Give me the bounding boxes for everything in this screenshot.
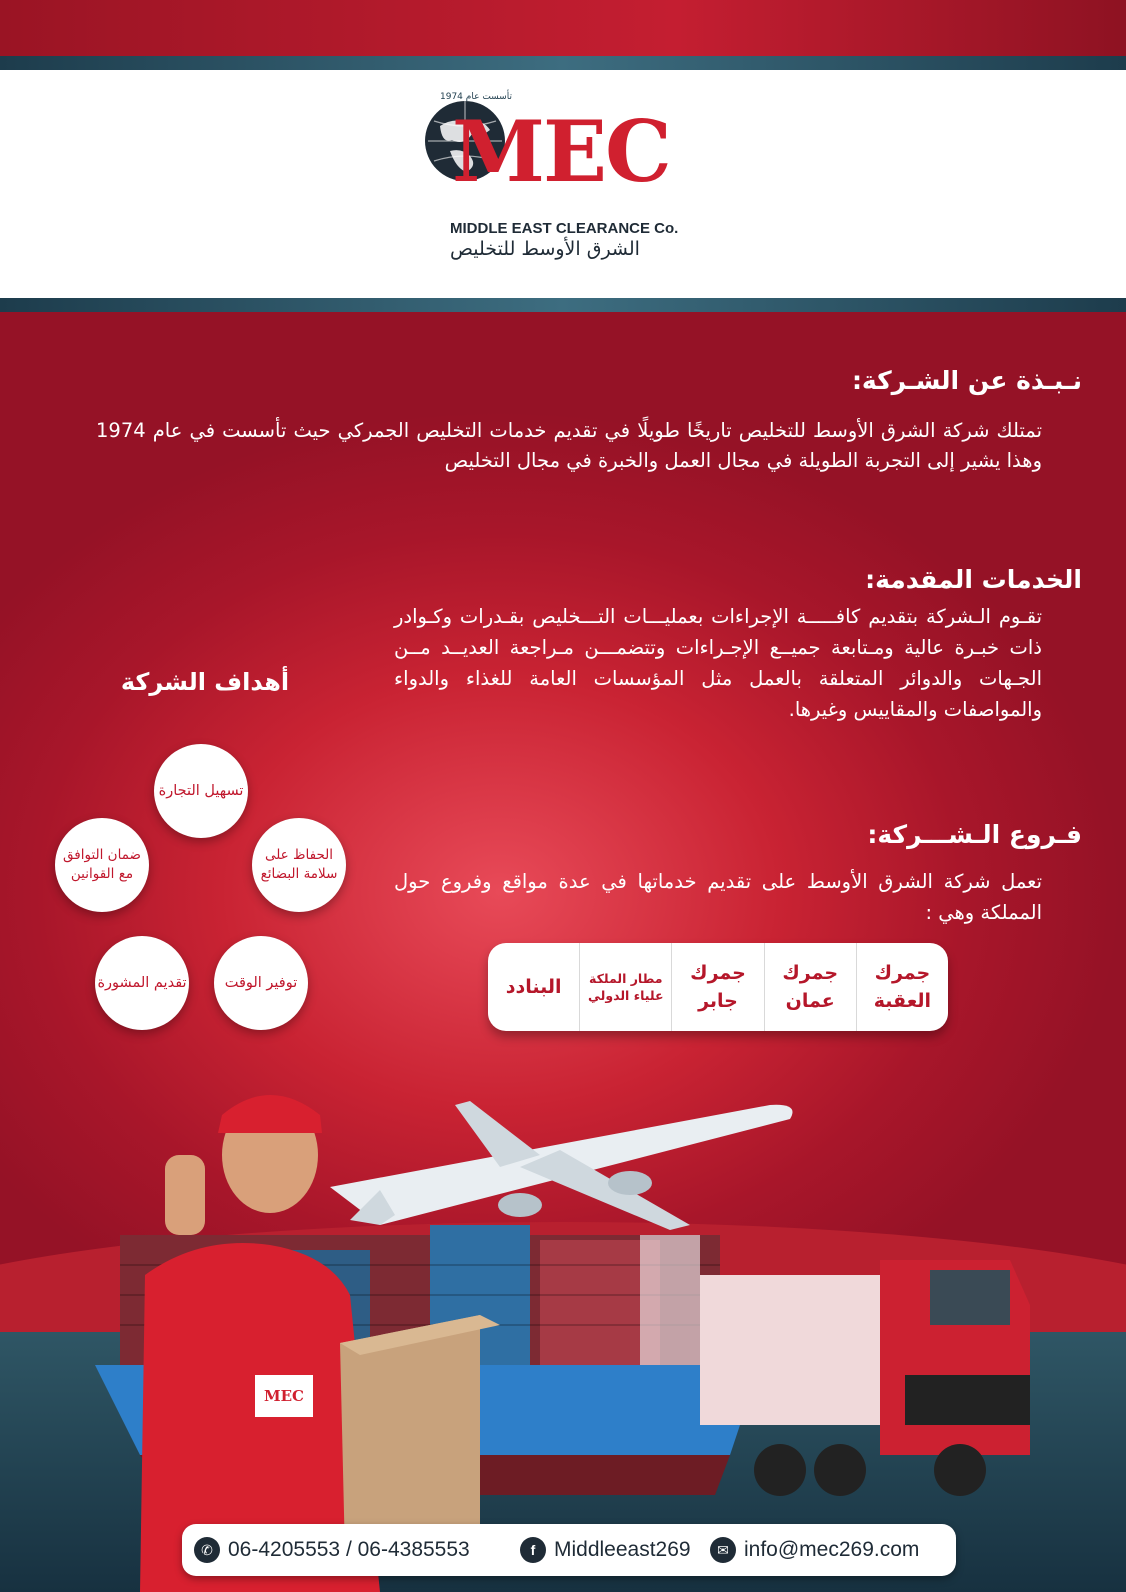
branch-aqaba: جمرك العقبة — [856, 943, 948, 1031]
phone-icon: ✆ — [194, 1537, 220, 1563]
email-contact[interactable] — [710, 1537, 919, 1563]
facebook-handle: Middleeast269 — [554, 1538, 691, 1561]
top-teal-strip — [0, 56, 1126, 70]
branch-banadd: البنادد — [505, 976, 562, 998]
services-paragraph: تقـوم الـشركة بتقديم كافـــــة الإجراءات بعمليـــات التـــخليص بقـدرات وكـوادر ذات خبـرة عالية ومـتابعة جميــع الإجـراءات وتتضمـــن مـراجعة العديــد مــن الجـهات والدوائر المتعلقة بالعمل مثل المؤسسات العامة للغذاء والدواء والمواصفات والمقاييس وغيرها. — [394, 605, 1042, 721]
phone-contact[interactable] — [194, 1537, 470, 1563]
services-heading: الخدمات المقدمة: — [865, 565, 1082, 594]
badge-logo-text: MEC — [264, 1387, 304, 1405]
about-paragraph: تمتلك شركة الشرق الأوسط للتخليص تاريخًا طويلًا في تقديم خدمات التخليص الجمركي حيث تأسست في عام 1974 وهذا يشير إلى التجربة الطويلة في مجال العمل والخبرة في مجال التخليص — [96, 419, 1042, 472]
logo-arabic-name: الشرق الأوسط للتخليص — [450, 238, 640, 260]
email-address: info@mec269.com — [744, 1538, 920, 1561]
goal-facilitate-trade: تسهيل التجارة — [154, 744, 248, 838]
branch-jaber: جمرك جابر — [671, 943, 763, 1031]
truck-image — [700, 1260, 1030, 1496]
logistics-illustration — [0, 1075, 1126, 1592]
branches-heading: فـروع الـشـــركة: — [867, 820, 1082, 849]
airplane-image — [330, 1101, 793, 1230]
branches-paragraph: تعمل شركة الشرق الأوسط على تقديم خدماتها في عدة مواقع وفروع حول المملكة وهي : — [394, 870, 1042, 924]
company-logo — [420, 92, 710, 272]
facebook-icon: f — [520, 1537, 546, 1563]
goal-goods-safety: الحفاظ على سلامة البضائع — [252, 818, 346, 912]
header-bottom-strip — [0, 298, 1126, 312]
goal-legal-compliance: ضمان التوافق مع القوانين — [55, 818, 149, 912]
top-red-band — [0, 0, 1126, 56]
branch-queen-alia-airport: مطار الملكة علياء الدولي — [579, 943, 671, 1031]
logo-since-text: تأسست عام 1974 — [440, 92, 512, 102]
email-icon: ✉ — [710, 1537, 736, 1563]
goal-consulting: تقديم المشورة — [95, 936, 189, 1030]
about-heading: نـبـذة عن الشـركة: — [851, 366, 1082, 395]
branch-amman: جمرك عمان — [764, 943, 856, 1031]
branches-table — [488, 943, 948, 1031]
facebook-contact[interactable] — [520, 1537, 691, 1563]
logo-wordmark: MEC — [452, 102, 670, 201]
logo-english-name: MIDDLE EAST CLEARANCE Co. — [450, 220, 679, 237]
goals-heading: أهداف الشركة — [120, 668, 290, 696]
contact-bar — [182, 1524, 956, 1576]
goal-save-time: توفير الوقت — [214, 936, 308, 1030]
phone-number: 06-4205553 / 06-4385553 — [228, 1538, 470, 1561]
